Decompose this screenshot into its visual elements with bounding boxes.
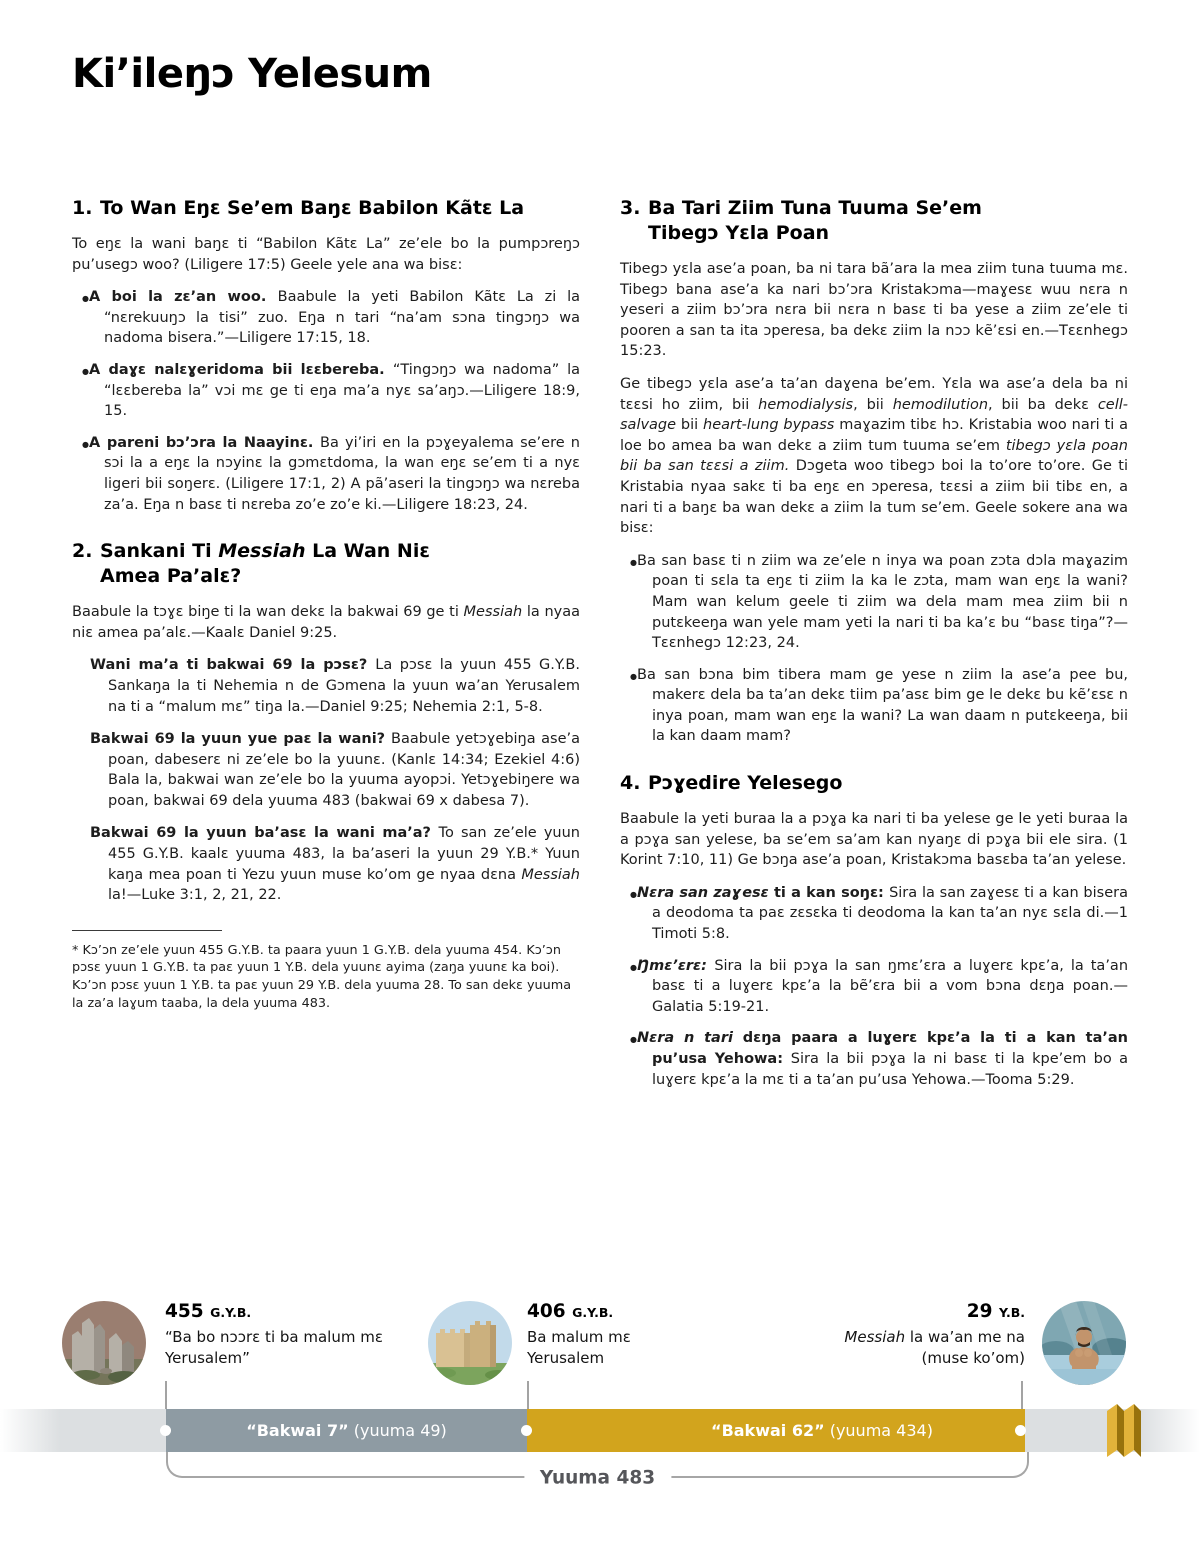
timeline-year: 455 G.Y.B. bbox=[165, 1301, 252, 1322]
timeline-segment-bakwai-62 bbox=[527, 1409, 1025, 1452]
timeline-dot bbox=[521, 1425, 532, 1436]
timeline-break-fold-icon bbox=[1105, 1403, 1147, 1458]
timeline-event-455 bbox=[165, 1300, 400, 1368]
section-number: 4. bbox=[620, 772, 641, 795]
paragraph: Tibegɔ yɛla ase’a poan, ba ni tara bã’ara la mea ziim tuna tuuma mɛ. Tibegɔ bana ase’a ka nari bɔ’ɔra Kristakɔma—maɣesɛ wuu nɛra n yeseri a ziim bɔ’ɔra nɛra bii nɛra n basɛ ti ba yese a ziim ze’ele ti pooren a san ta ita ɔperesa, ba dekɛ ziim la nɔɔ kẽ’ɛsi en.—Tɛɛnhegɔ 15:23. bbox=[620, 261, 1128, 360]
timeline-year: 406 G.Y.B. bbox=[527, 1301, 614, 1322]
timeline bbox=[0, 1280, 1200, 1543]
timeline-total-bracket bbox=[166, 1452, 1029, 1489]
timeline-tick bbox=[1021, 1381, 1023, 1409]
section-number: 3. bbox=[620, 197, 641, 219]
paragraph: Ge tibegɔ yɛla ase’a ta’an daɣena be’em. Yɛla wa ase’a dela ba ni tɛɛsi ho ziim, bii hemodialysis, bii hemodilution, bii ba dekɛ cell-salvage bii heart-lung bypass maɣazim tibɛ hɔ. Kristabia woo nari ti a loe bo amea ba wan dekɛ a ziim tum tuuma se’em tibegɔ yɛla poan bii ba san tɛɛsi a ziim. Dɔgeta woo tibegɔ boi la to’ore to’ore. Ge ti Kristabia nyaa sakɛ ti ba eŋɛ en ɔperesa, tɛɛsi a ziim bii tibɛ en, a nari ti a baŋɛ ba wan dekɛ a ziim la tum se’em. Geele sokere ana wa bisɛ: bbox=[620, 375, 1128, 537]
question-paragraph: Bakwai 69 la yuun ba’asɛ la wani ma’a? To san ze’ele yuun 455 G.Y.B. kaalɛ yuuma 483, la ba’aseri la yuun 29 Y.B.* Yuun kaŋa mea poan ti Yezu yuun muse ko’om ge nyaa dɛna Messiah la!—Luke 3:1, 2, 21, 22. bbox=[90, 825, 580, 904]
question-paragraph: Bakwai 69 la yuun yue paɛ la wani? Baabule yetɔɣebiŋa ase’a poan, dabeserɛ ni ze’ele bo la yuunɛ. (Kanlɛ 14:34; Ezekiel 4:6) Bala la, bakwai wan ze’ele bo la yuuma ayopɔi. Yetɔɣebiŋere wa poan, bakwai 69 dela yuuma 483 (bakwai 69 x dabesa 7). bbox=[90, 731, 580, 809]
timeline-event-29 bbox=[810, 1300, 1025, 1368]
bullet-item: ● Ba san bɔna bim tibera mam ge yese n ziim la ase’a pee bu, makerɛ dela ba ta’an dekɛ tiim pa’asɛ bim ge le dekɛ bu kẽ’ɛsɛ n inya poan, mam wan eŋɛ la wani? La wan daam n putɛkeeŋa, bii la kan daam mam? bbox=[620, 665, 1128, 747]
section-title: Sankani Ti Messiah La Wan Niɛ Amea Pa’alɛ? bbox=[100, 540, 430, 588]
timeline-segment-bakwai-7 bbox=[166, 1409, 527, 1452]
footnote: * Kɔ’ɔn ze’ele yuun 455 G.Y.B. ta paara yuun 1 G.Y.B. dela yuuma 454. Kɔ’ɔn pɔsɛ yuun 1 G.Y.B. ta paɛ yuun 1 Y.B. dela yuunɛ ayima (zaŋa yuunɛ ka boi). Kɔ’ɔn pɔsɛ yuun 1 Y.B. ta paɛ yuun 29 Y.B. dela yuuma 28. To san dekɛ yuuma la za’a laɣum taaba, la dela yuuma 483. bbox=[72, 942, 572, 1011]
timeline-caption: Messiah la wa’an me na (muse ko’om) bbox=[844, 1328, 1025, 1367]
timeline-tick bbox=[527, 1381, 529, 1409]
bullet-list bbox=[620, 883, 1128, 1090]
timeline-tick bbox=[165, 1381, 167, 1409]
bullet-item: ● A boi la zɛ’an woo. Baabule la yeti Babilon Kãtɛ La zi la “nɛrekuuŋɔ la tisi” zuo. Eŋa n tari “na’am sɔna tingɔŋɔ wa nadoma bisera.”—Liligere 17:15, 18. bbox=[72, 287, 580, 349]
jerusalem-walls-rebuilt-image bbox=[428, 1301, 512, 1385]
bullet-list bbox=[72, 287, 580, 515]
question-paragraph: Wani ma’a ti bakwai 69 la pɔsɛ? La pɔsɛ la yuun 455 G.Y.B. Sankaŋa la ti Nehemia n de Gɔmena la yuun wa’an Yerusalem na ti a “malum mɛ” tiŋa la.—Daniel 9:25; Nehemia 2:1, 5-8. bbox=[90, 657, 580, 715]
bullet-item: ● Ba san basɛ ti n ziim wa ze’ele n inya wa poan zɔta dɔla maɣazim poan ti sɛla ta eŋɛ ti ziim la ka le zɔta, mam wan eŋɛ la wani? Mam wan kelum geele ti ziim wa dela mam mea ziim bii n putɛkeeŋa wan yele mam yeti la nari ti ba ka’ɛ bu “basɛ tiŋa”?—Tɛɛnhegɔ 12:23, 24. bbox=[620, 551, 1128, 654]
section-number: 1. bbox=[72, 197, 93, 219]
bullet-item: ● Ŋmɛ’ɛrɛ: Sira la bii pɔɣa la san ŋmɛ’ɛra a luɣerɛ kpɛ’a, la ta’an basɛ ti a luɣerɛ kpɛ’a la bẽ’ɛra bii a vom bɔna dɛŋa poan.—Galatia 5:19-21. bbox=[620, 956, 1128, 1018]
section-2 bbox=[72, 539, 580, 906]
timeline-caption: “Ba bo nɔɔrɛ ti ba malum mɛ Yerusalem” bbox=[165, 1328, 383, 1367]
timeline-caption: Ba malum mɛ Yerusalem bbox=[527, 1328, 631, 1367]
timeline-band bbox=[0, 1409, 1200, 1452]
section-number: 2. bbox=[72, 540, 93, 563]
bullet-item: ● A pareni bɔ’ɔra la Naayinɛ. Ba yi’iri en la pɔɣeyalema se’ere n sɔi la a eŋɛ la nɔyinɛ la gɔmɛtdoma, la wan eŋɛ se’em ti a nyɛ ligeri bii soŋerɛ. (Liligere 17:1, 2) A pã’aseri la tingɔŋɔ wa nɛreba za’a. Eŋa n basɛ ti nɛreba zo’e zo’e ki.—Liligere 18:23, 24. bbox=[72, 433, 580, 515]
timeline-dot bbox=[1015, 1425, 1026, 1436]
jesus-baptism-image bbox=[1042, 1301, 1126, 1385]
section-4 bbox=[620, 771, 1128, 1090]
bullet-item: ● A daɣɛ nalɛɣeridoma bii lɛɛbereba. “Tingɔŋɔ wa nadoma” la “lɛɛbereba la” vɔi mɛ ge ti eŋa ma’a nyɛ sa’aŋɔ.—Liligere 18:9, 15. bbox=[72, 360, 580, 422]
section-4-heading bbox=[620, 771, 1128, 796]
section-1-heading bbox=[72, 196, 580, 221]
jerusalem-ruins-image bbox=[62, 1301, 146, 1385]
section-title: To Wan Eŋɛ Se’em Baŋɛ Babilon Kãtɛ La bbox=[100, 197, 525, 219]
paragraph: To eŋɛ la wani baŋɛ ti “Babilon Kãtɛ La” ze’ele bo la pumpɔreŋɔ pu’usegɔ woo? (Liligere 17:5) Geele yele ana wa bisɛ: bbox=[72, 236, 580, 273]
timeline-total-label: Yuuma 483 bbox=[524, 1468, 671, 1489]
section-2-heading bbox=[72, 539, 580, 589]
segment-label: “Bakwai 7” (yuuma 49) bbox=[246, 1421, 447, 1440]
right-column bbox=[620, 196, 1128, 1114]
section-title: Pɔɣedire Yelesego bbox=[648, 772, 843, 795]
paragraph: Baabule la tɔɣɛ biŋe ti la wan dekɛ la bakwai 69 ge ti Messiah la nyaa niɛ amea pa’alɛ.—Kaalɛ Daniel 9:25. bbox=[72, 604, 580, 641]
bullet-list bbox=[620, 551, 1128, 747]
footnote-rule bbox=[72, 930, 222, 931]
bullet-item: ● Nɛra n tari dɛŋa paara a luɣerɛ kpɛ’a la ti a kan ta’an pu’usa Yehowa: Sira la bii pɔɣa la ni basɛ ti la kpe’em bo a luɣerɛ kpɛ’a la mɛ ti a ta’an pu’usa Yehowa.—Tooma 5:29. bbox=[620, 1028, 1128, 1090]
section-3 bbox=[620, 196, 1128, 747]
timeline-dot bbox=[160, 1425, 171, 1436]
paragraph: Baabule la yeti buraa la a pɔɣa ka nari ti ba yelese ge le yeti buraa la a pɔɣa san yelese, ba se’em sa’am kan nyaŋɛ di pɔɣa bii ele sira. (1 Korint 7:10, 11) Ge bɔŋa ase’a poan, Kristakɔma basɛba ta’an yelese. bbox=[620, 811, 1128, 869]
timeline-event-406 bbox=[527, 1300, 707, 1368]
bullet-item: ● Nɛra san zaɣesɛ ti a kan soŋɛ: Sira la san zaɣesɛ ti a kan bisera a deodoma ta paɛ zɛsɛka ti deodoma la kan ta’an nyɛ sɛla di.—1 Timoti 5:8. bbox=[620, 883, 1128, 945]
left-column bbox=[72, 196, 580, 1012]
section-title: Ba Tari Ziim Tuna Tuuma Se’em Tibegɔ Yɛla Poan bbox=[648, 197, 982, 244]
section-3-heading bbox=[620, 196, 1128, 246]
segment-label: “Bakwai 62” (yuuma 434) bbox=[711, 1421, 933, 1440]
timeline-year: 29 Y.B. bbox=[966, 1301, 1025, 1322]
page-title: Ki’ileŋɔ Yelesum bbox=[72, 51, 432, 97]
section-1 bbox=[72, 196, 580, 515]
